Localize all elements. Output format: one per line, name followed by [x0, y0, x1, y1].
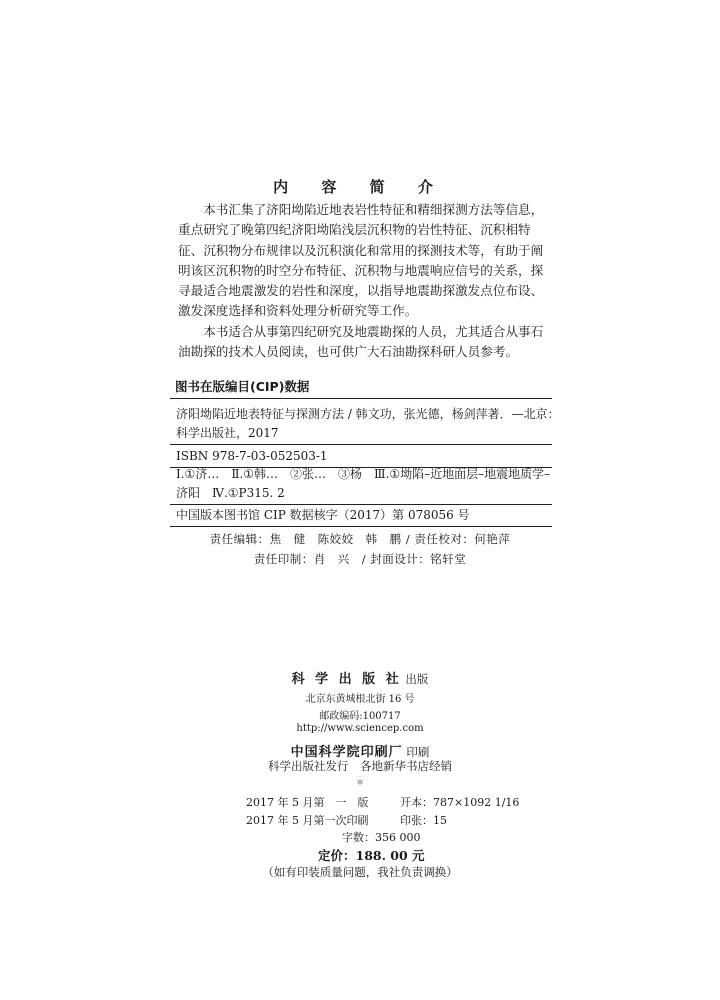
quality-notice: （如有印装质量问题，我社负责调换） — [262, 865, 458, 879]
credits-line-1: 责任编辑：焦 健 陈姣姣 韩 鹏 / 责任校对：何艳萍 — [209, 532, 511, 546]
price: 定价：188. 00 元 — [318, 848, 425, 863]
publisher-name: 科 学 出 版 社 — [291, 672, 402, 687]
print-date: 2017 年 5 月第一次印刷 — [246, 814, 369, 827]
cip-data-number: 中国版本图书馆 CIP 数据核字（2017）第 078056 号 — [176, 508, 470, 522]
publisher-url: http://www.sciencep.com — [296, 723, 424, 734]
cip-class-line-1: Ⅰ.①济… Ⅱ.①韩… ②张… ③杨 Ⅲ.①坳陷–近地面层–地震地质学– — [176, 467, 551, 481]
publisher-suffix: 出版 — [405, 672, 429, 686]
printer-suffix: 印刷 — [406, 745, 430, 759]
cip-isbn: ISBN 978-7-03-052503-1 — [176, 449, 328, 463]
cip-title-line-1: 济阳坳陷近地表特征与探测方法 / 韩文功，张光德，杨剑萍著．—北京： — [176, 407, 560, 421]
cip-class-line-2: 济阳 Ⅳ.①P315. 2 — [176, 486, 285, 500]
publisher-line — [0, 668, 720, 687]
cip-rule-bottom — [170, 526, 552, 527]
publisher-address: 北京东黄城根北街 16 号 — [305, 694, 415, 705]
printer-name: 中国科学院印刷厂 — [290, 745, 403, 760]
cip-rule-2 — [170, 444, 552, 445]
publisher-postcode: 邮政编码:100717 — [319, 711, 401, 722]
format-size: 开本：787×1092 1/16 — [400, 796, 520, 809]
cip-title-line-2: 科学出版社，2017 — [176, 426, 279, 440]
intro-paragraph-1: 本书汇集了济阳坳陷近地表岩性特征和精细探测方法等信息，重点研究了晚第四纪济阳坳陷浅层沉积物的岩性特征、沉积相特征、沉积物分布规律以及沉积演化和常用的探测技术等，有助于阐明该区沉积物的时空分布特征、沉积物与地震响应信号的关系，探寻最适合地震激发的岩性和深度，以指导地震勘探激发点位布设、激发深度选择和资料处理分析研究等工作。 — [178, 202, 544, 319]
distribution-line: 科学出版社发行 各地新华书店经销 — [268, 759, 452, 773]
intro-body — [178, 200, 550, 362]
word-count: 字数：356 000 — [342, 831, 421, 844]
cip-header: 图书在版编目(CIP)数据 — [175, 379, 310, 394]
cip-rule-4 — [170, 504, 552, 505]
print-sheets: 印张：15 — [400, 814, 447, 827]
credits-line-2: 责任印制：肖 兴 / 封面设计：铭轩堂 — [253, 552, 467, 566]
edition-date: 2017 年 5 月第 一 版 — [246, 796, 369, 809]
intro-title: 内 容 简 介 — [273, 178, 447, 196]
star-ornament: ＊ — [356, 778, 364, 787]
cip-rule-top — [170, 398, 552, 399]
intro-paragraph-2: 本书适合从事第四纪研究及地震勘探的人员，尤其适合从事石油勘探的技术人员阅读，也可供广大石油勘探科研人员参考。 — [178, 323, 544, 360]
